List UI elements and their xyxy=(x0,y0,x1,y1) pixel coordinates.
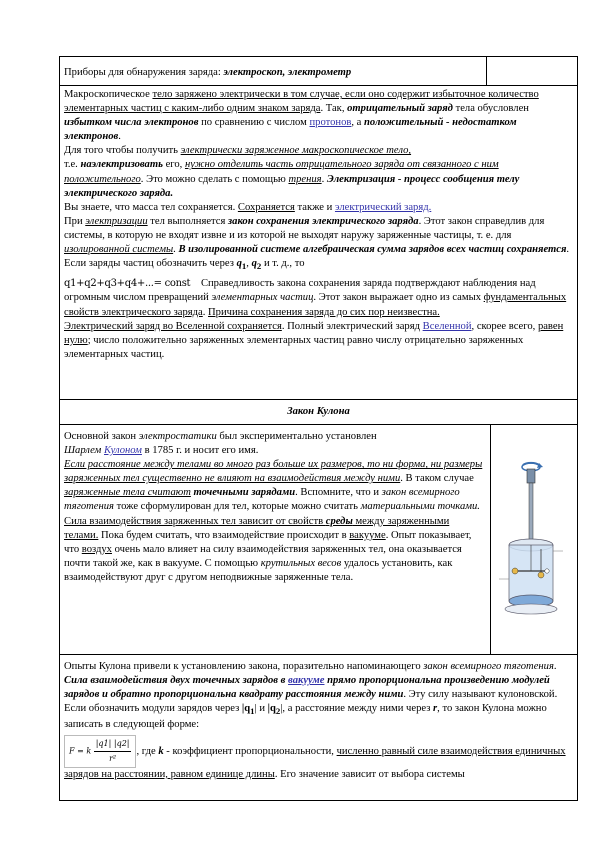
row-charge-conservation xyxy=(60,86,577,400)
link-electric-charge[interactable]: электрический заряд. xyxy=(334,201,432,213)
torsion-balance-illustration xyxy=(493,451,579,631)
paragraph-macroscopic: Макроскопическое тело заряжено электрически в том случае, если оно содержит избыточное количество элементарных частиц с каким-либо одним знаком заряда. Так, отрицательный заряд тела обусловлен избытком числа электронов по сравнению с числом протонов, а положительный - недостатком электронов. xyxy=(64,89,539,143)
empty-cell xyxy=(487,57,577,85)
link-vacuum[interactable]: вакууме xyxy=(288,675,325,687)
charge-text-cell xyxy=(60,86,577,364)
torsion-balance-image xyxy=(491,425,577,654)
instruments-cell xyxy=(60,57,487,85)
link-coulomb[interactable]: Кулоном xyxy=(103,445,142,457)
paragraph-electrify: Для того чтобы получить электрически заряженное макроскопическое тело, т.е. наэлектризовать его, нужно отделить часть отрицательного заряда от связанного с ним положительного. Это можно сделать с помощью трения. Электризация - процесс сообщения телу электрического заряда. xyxy=(64,145,520,199)
section-title: Закон Кулона xyxy=(287,406,350,417)
link-protons[interactable]: протонов xyxy=(309,117,352,129)
coulomb-text-cell: Основной закон электростатики был экспериментально установлен Шарлем Кулоном в 1785 г. и носит его имя. Если расстояние между телами во много раз больше их размеров, то ни форма, ни размеры заряженных тел существенно не влияют на взаимодействия между ними. В таком случае заряженные тела считают точечными зарядами. Вспомните, что и закон всемирного тяготения тоже сформулирован для тел, которые можно считать материальными точками. Сила взаимодействия заряженных тел зависит от свойств среды между заряженными телами. Пока будем считать, что взаимодействие происходит в вакууме. Опыт показывает, что воздух очень мало влияет на силу взаимодействия заряженных тел, она оказывается почти такой же, как в вакууме. С помощью крутильных весов удалось установить, как взаимодействуют друг с другом неподвижные заряженные тела. xyxy=(60,425,491,654)
content-table xyxy=(59,56,578,801)
conservation-formula: q1+q2+q3+q4+...= const xyxy=(64,278,191,290)
paragraph-conservation-law: При электризации тел выполняется закон сохранения электрического заряда. Этот закон справедлив для системы, в которую не входят извне и из которой не выходят наружу заряженные частицы, т. е. для изолированной системы. В изолированной системе алгебраическая сумма зарядов всех частиц сохраняется. Если заряды частиц обозначить через $q_1$, $q_2$ и т. д., то xyxy=(64,215,570,272)
row-instruments xyxy=(60,57,577,86)
row-coulomb-law xyxy=(60,655,577,800)
paragraph-formula: q1+q2+q3+q4+...= const Справедливость закона сохранения заряда подтверждают наблюдения над огромным числом превращений элементарных частиц. Этот закон выражает одно из самых фундаментальных свойств электрического заряда. Причина сохранения заряда до сих пор неизвестна. xyxy=(64,278,567,318)
paragraph-mass: Вы знаете, что масса тел сохраняется. Сохраняется также и электрический заряд. xyxy=(64,201,432,213)
link-universe[interactable]: Вселенной xyxy=(422,320,472,332)
coulomb-formula: F = k $\frac{|q1| |q2|}{\text{r²}}$ xyxy=(64,735,136,768)
instruments-label: Приборы для обнаружения заряда: xyxy=(64,67,224,78)
row-coulomb-intro xyxy=(60,425,577,655)
instruments-names: электроскоп, электрометр xyxy=(223,67,352,78)
coulomb-law-cell: Опыты Кулона привели к установлению закона, поразительно напоминающего закон всемирного тяготения. Сила взаимодействия двух точечных зарядов в вакууме прямо пропорциональна произведению модулей зарядов и обратно пропорциональна квадрату расстояния между ними. Эту силу называют кулоновской. Если обозначить модули зарядов через $|q_1|$ и $|q_2|$, а расстояние между ними через r, то закон Кулона можно записать в следующей форме: F = k $\frac{|q1| |q2|}{\text{r²}}$ , где k - коэффициент пропорциональности, численно равный силе взаимодействия единичных зарядов на расстоянии, равном единице длины. Его значение зависит от выбора системы xyxy=(64,661,566,780)
paragraph-universe: Электрический заряд во Вселенной сохраняется. Полный электрический заряд Вселенной, скорее всего, равен нулю; число положительно заряженных элементарных частиц равно числу отрицательно заряженных элементарных частиц. xyxy=(64,320,564,360)
row-coulomb-title xyxy=(60,400,577,425)
